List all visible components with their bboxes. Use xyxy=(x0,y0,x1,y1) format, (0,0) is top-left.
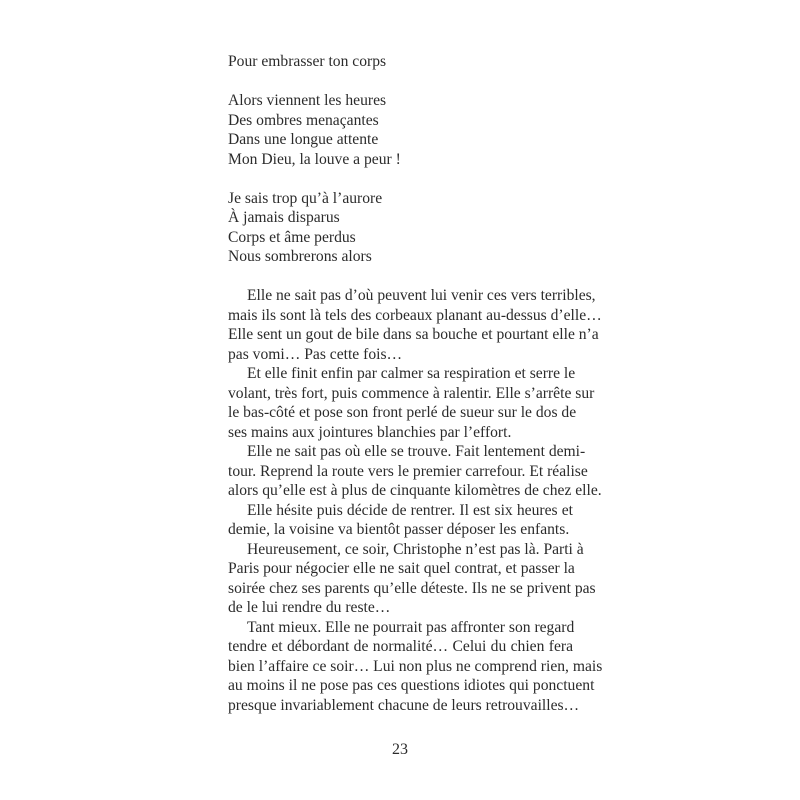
paragraph xyxy=(228,364,595,442)
paragraph xyxy=(228,618,603,716)
text-line: tour. Reprend la route vers le premier carrefour. Et réalise xyxy=(228,462,588,480)
page-number: 23 xyxy=(392,741,408,758)
verse-line: À jamais disparus xyxy=(228,209,340,226)
poem-stanza xyxy=(228,189,573,267)
text-line: bien l’affaire ce soir… Lui non plus ne comprend rien, mais xyxy=(228,657,603,675)
text-line: Elle sent un gout de bile dans sa bouche et pourtant elle n’a xyxy=(228,326,599,343)
verse-line: Mon Dieu, la louve a peur ! xyxy=(228,150,401,168)
verse-line: Des ombres menaçantes xyxy=(228,111,379,129)
text-line: Elle ne sait pas où elle se trouve. Fait lentement demi- xyxy=(247,443,586,460)
text-line: de le lui rendre du reste… xyxy=(228,599,391,616)
text-line: Et elle finit enfin par calmer sa respiration et serre le xyxy=(247,365,576,382)
text-line: volant, très fort, puis commence à ralentir. Elle s’arrête sur xyxy=(228,384,595,402)
text-line: Paris pour négocier elle ne sait quel contrat, et passer la xyxy=(228,560,575,577)
text-line: mais ils sont là tels des corbeaux planant au-dessus d’elle… xyxy=(228,306,602,324)
text-line: le bas-côté et pose son front perlé de sueur sur le dos de xyxy=(228,404,577,421)
paragraph xyxy=(228,442,602,501)
verse-line: Corps et âme perdus xyxy=(228,228,356,246)
prose-section xyxy=(228,286,603,715)
verse-line: Nous sombrerons alors xyxy=(228,248,372,265)
text-line: Tant mieux. Elle ne pourrait pas affronter son regard xyxy=(247,618,575,636)
paragraph xyxy=(228,501,573,540)
text-line: tendre et débordant de normalité… Celui du chien fera xyxy=(228,638,573,655)
text-line: soirée chez ses parents qu’elle déteste. Ils ne se privent pas xyxy=(228,579,596,597)
text-line: Heureusement, ce soir, Christophe n’est pas là. Parti à xyxy=(247,540,584,558)
text-line: pas vomi… Pas cette fois… xyxy=(228,345,403,363)
text-line: Elle hésite puis décide de rentrer. Il est six heures et xyxy=(247,501,573,519)
verse-line: Pour embrasser ton corps xyxy=(228,53,387,70)
text-line: au moins il ne pose pas ces questions idiotes qui ponctuent xyxy=(228,677,595,694)
text-line: ses mains aux jointures blanchies par l’effort. xyxy=(228,423,512,441)
text-line: alors qu’elle est à plus de cinquante kilomètres de chez elle. xyxy=(228,482,602,499)
verse-line: Alors viennent les heures xyxy=(228,92,387,109)
text-block xyxy=(228,52,603,715)
verse-line: Dans une longue attente xyxy=(228,131,379,148)
text-line: demie, la voisine va bientôt passer déposer les enfants. xyxy=(228,521,570,538)
text-line: Elle ne sait pas d’où peuvent lui venir ces vers terribles, xyxy=(247,287,596,304)
poem-stanza xyxy=(228,91,573,169)
paragraph xyxy=(228,540,596,618)
paragraph xyxy=(228,286,602,364)
verse-line: Je sais trop qu’à l’aurore xyxy=(228,189,383,207)
text-line: presque invariablement chacune de leurs retrouvailles… xyxy=(228,696,580,714)
poem-stanza xyxy=(228,52,573,72)
